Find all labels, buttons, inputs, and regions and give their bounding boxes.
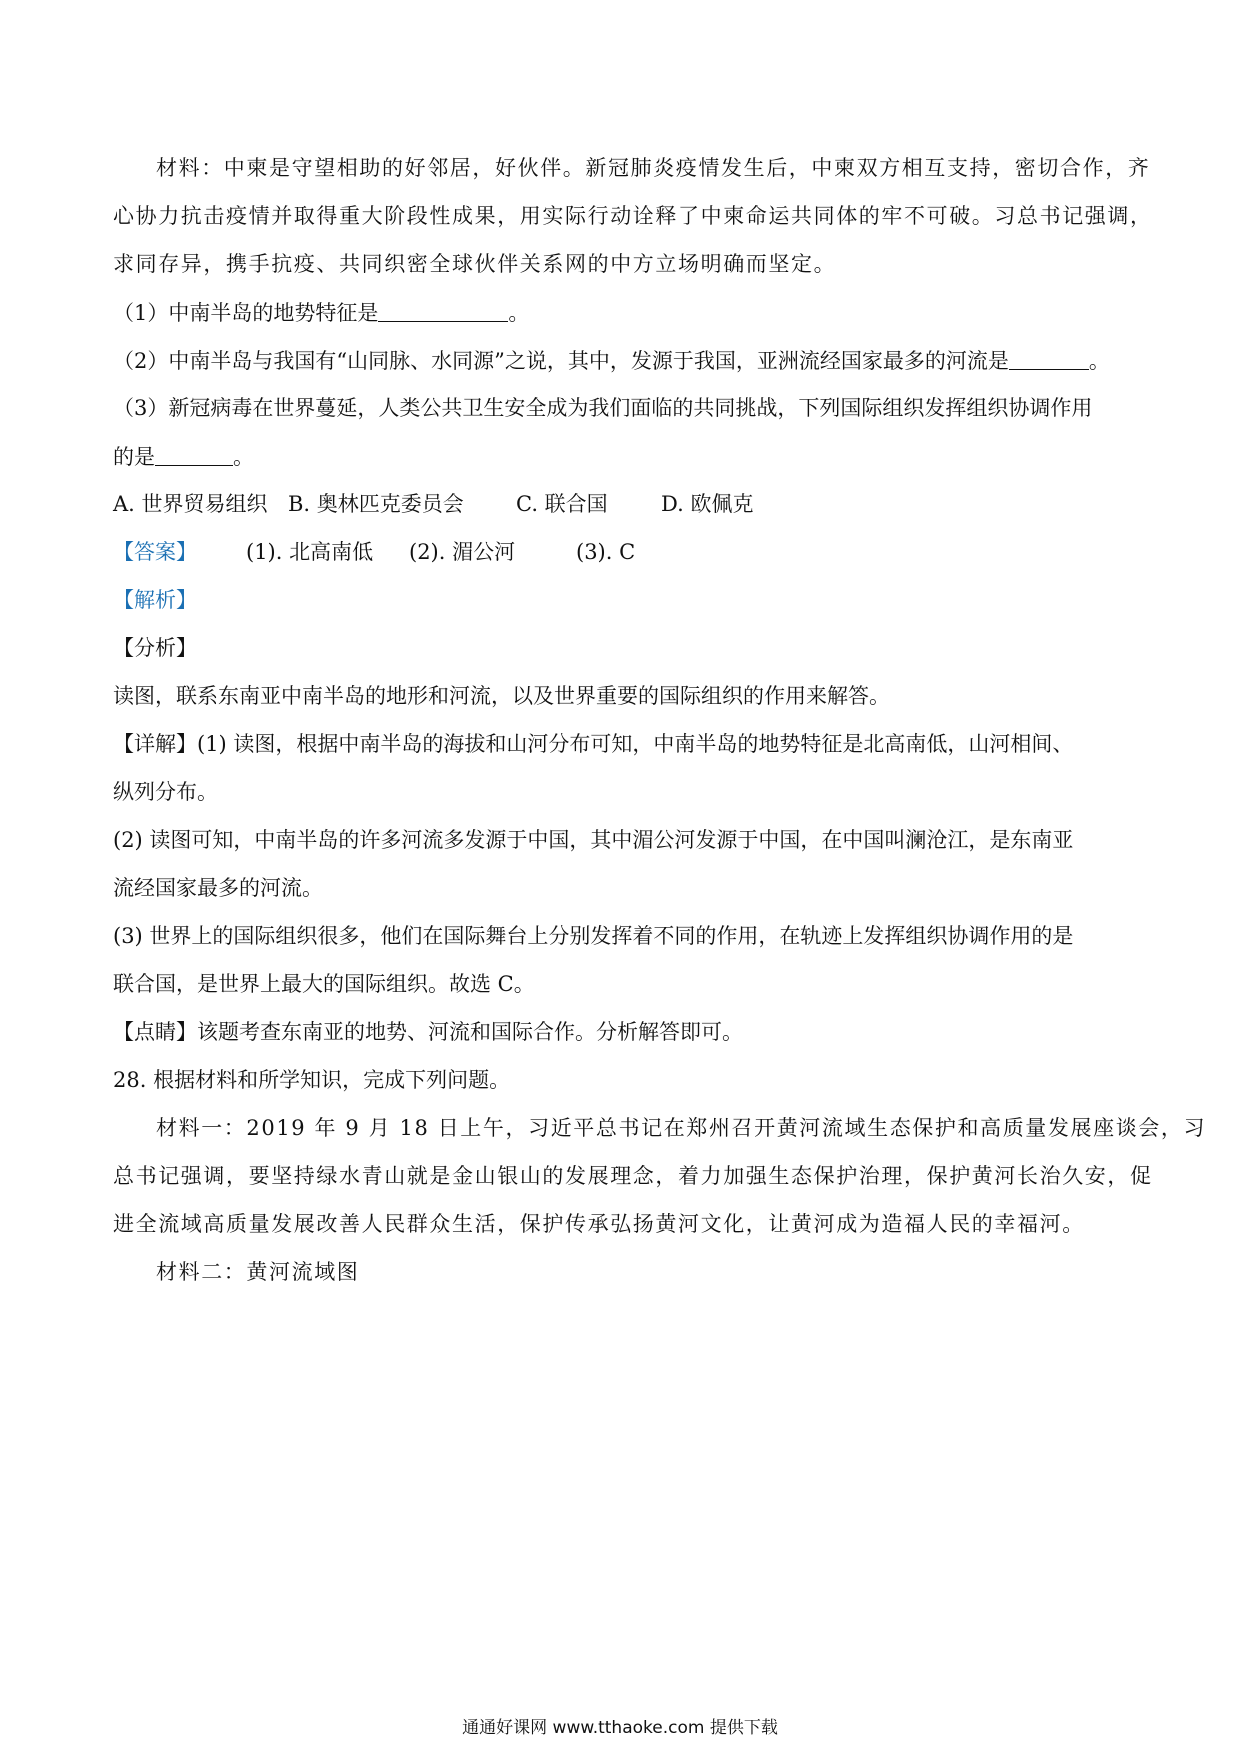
answer-2: (2). 湄公河 <box>409 540 516 564</box>
answer-blank-2 <box>1009 347 1089 370</box>
question-3-end: 。 <box>233 445 254 469</box>
option-d: D. 欧佩克 <box>661 492 754 516</box>
option-c: C. 联合国 <box>516 492 608 516</box>
detail-line-4: 流经国家最多的河流。 <box>113 876 323 900</box>
answer-blank-1 <box>378 299 508 322</box>
detail-line-2: 纵列分布。 <box>113 780 218 804</box>
detail-line-6: 联合国，是世界上最大的国际组织。故选 C。 <box>113 972 535 996</box>
answer-tag: 【答案】 <box>113 540 197 564</box>
question-28-title: 28. 根据材料和所学知识，完成下列问题。 <box>113 1068 511 1092</box>
answer-1: (1). 北高南低 <box>246 540 374 564</box>
page-footer: 通通好课网 www.tthaoke.com 提供下载 <box>462 1718 778 1738</box>
detail-line-1: 【详解】(1) 读图，根据中南半岛的海拔和山河分布可知，中南半岛的地势特征是北高南低，山河相间、 <box>113 732 1074 756</box>
option-b: B. 奥林匹克委员会 <box>288 492 464 516</box>
dianjing: 【点睛】该题考查东南亚的地势、河流和国际合作。分析解答即可。 <box>113 1020 743 1044</box>
detail-line-3: (2) 读图可知，中南半岛的许多河流多发源于中国，其中湄公河发源于中国，在中国叫澜沧江，是东南亚 <box>113 828 1074 852</box>
detail-line-5: (3) 世界上的国际组织很多，他们在国际舞台上分别发挥着不同的作用，在轨迹上发挥组织协调作用的是 <box>113 924 1074 948</box>
material-1-line-1: 材料一：2019 年 9 月 18 日上午，习近平总书记在郑州召开黄河流域生态保护和高质量发展座谈会，习 <box>156 1116 1207 1140</box>
answer-blank-3 <box>155 443 233 466</box>
question-3-line-1: （3）新冠病毒在世界蔓延，人类公共卫生安全成为我们面临的共同挑战，下列国际组织发挥组织协调作用 <box>113 396 1093 420</box>
material-1-line-3: 进全流域高质量发展改善人民群众生活，保护传承弘扬黄河文化，让黄河成为造福人民的幸福河。 <box>113 1212 1085 1236</box>
material-line-1: 材料：中柬是守望相助的好邻居，好伙伴。新冠肺炎疫情发生后，中柬双方相互支持，密切合作，齐 <box>156 156 1151 180</box>
analysis-tag: 【解析】 <box>113 588 197 612</box>
fenxi-tag: 【分析】 <box>113 636 197 660</box>
material-2: 材料二：黄河流域图 <box>156 1260 360 1284</box>
question-1-text: （1）中南半岛的地势特征是 <box>113 301 379 325</box>
question-2-text: （2）中南半岛与我国有“山同脉、水同源”之说，其中，发源于我国，亚洲流经国家最多的河流是 <box>113 349 1009 373</box>
options-row <box>113 491 753 517</box>
answer-3: (3). C <box>576 540 636 564</box>
option-a: A. 世界贸易组织 <box>113 492 268 516</box>
answer-row <box>113 539 635 565</box>
question-3-line-2 <box>113 443 254 470</box>
question-2-end: 。 <box>1088 349 1110 373</box>
material-line-2: 心协力抗击疫情并取得重大阶段性成果，用实际行动诠释了中柬命运共同体的牢不可破。习总书记强调， <box>113 204 1153 228</box>
question-2 <box>113 347 1110 374</box>
question-3-start: 的是 <box>113 445 155 469</box>
question-1 <box>113 299 529 326</box>
question-1-end: 。 <box>508 301 530 325</box>
material-line-3: 求同存异，携手抗疫、共同织密全球伙伴关系网的中方立场明确而坚定。 <box>113 252 837 276</box>
material-1-line-2: 总书记强调，要坚持绿水青山就是金山银山的发展理念，着力加强生态保护治理，保护黄河长治久安，促 <box>113 1164 1153 1188</box>
fenxi-text: 读图，联系东南亚中南半岛的地形和河流，以及世界重要的国际组织的作用来解答。 <box>113 684 890 708</box>
